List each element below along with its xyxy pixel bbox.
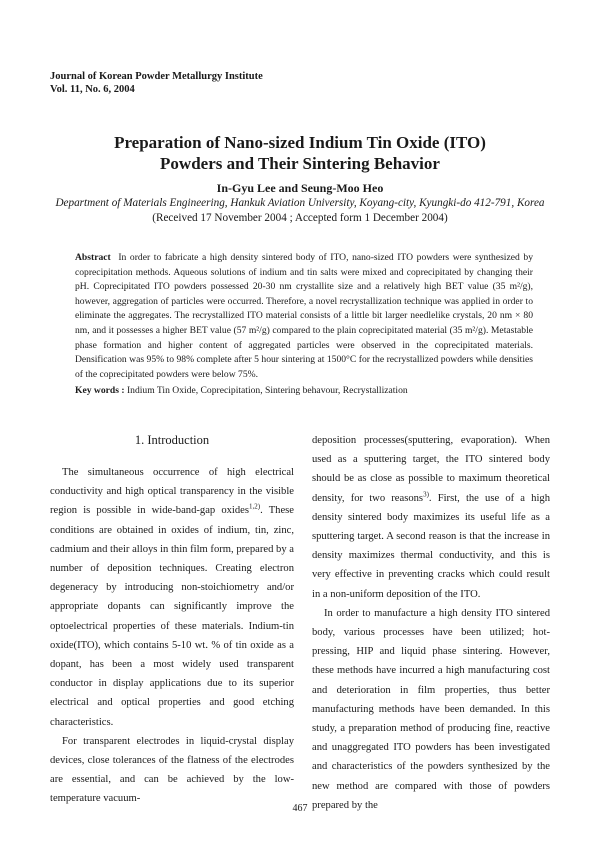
keywords-label: Key words : [75, 385, 125, 396]
right-column [312, 431, 550, 815]
journal-volume: Vol. 11, No. 6, 2004 [50, 84, 135, 95]
reference-3: 3) [423, 490, 429, 499]
paper-title [0, 132, 600, 174]
intro-p1-text-a: The simultaneous occurrence of high electrical conductivity and high optical transparency in the visible region is possible in wide-band-gap oxides [50, 467, 294, 517]
reference-1-2: 1,2) [249, 502, 261, 511]
page-number: 467 [292, 803, 308, 814]
abstract [75, 251, 533, 382]
intro-paragraph-4: In order to manufacture a high density ITO sintered body, various processes have been utilized; hot-pressing, HIP and liquid phase sintering. However, these methods have incurred a high manufacturing cost and deterioration in film properties, thus better manufacturing methods have been demanded. In this study, a preparation method of producing fine, reactive and unaggregated ITO powders has been investigated and characteristics of the powders synthesized by the new method are compared with those of powders prepared by the [312, 607, 550, 811]
intro-paragraph-1 [50, 463, 294, 732]
received-dates: (Received 17 November 2004 ; Accepted form 1 December 2004) [152, 212, 448, 224]
title-line-2: Powders and Their Sintering Behavior [160, 154, 440, 173]
abstract-text: In order to fabricate a high density sintered body of ITO, nano-sized ITO powders were synthesized by coprecipitation methods. Aqueous solutions of indium and tin salts were mixed and coprecipitated by changing their pH. Coprecipitated ITO powders possessed 20-30 nm crystallite size and a relatively high BET value (35 m²/g), however, aggregation of particles were occurred. Therefore, a novel recrystallization technique was applied in order to eliminate the aggregates. The recrystallized ITO material consists of a little bit larger needlelike crystals, 20 nm × 80 nm, and it possesses a higher BET value (57 m²/g) compared to the plain coprecipitated material (35 m²/g). Metastable phase formation and higher content of aggregated particles were observed in the coprecipitated materials. Densification was 95% to 98% complete after 5 hour sintering at 1500°C for the recrystallized powders while densities of the coprecipitated powders were below 75%. [75, 252, 533, 380]
intro-p3-text-b: . First, the use of a high density sintered body maximizes its useful life as a sputtering target. A second reason is that the increase in density maximizes thermal conductivity, and this is very effective in preventing cracks which could result in a non-uniform deposition of the ITO. [312, 492, 550, 600]
journal-header [50, 70, 263, 96]
title-line-1: Preparation of Nano-sized Indium Tin Oxide (ITO) [114, 133, 486, 152]
authors: In-Gyu Lee and Seung-Moo Heo [216, 181, 384, 195]
intro-p1-text-b: . These conditions are obtained in oxides of indium, tin, zinc, cadmium and their alloys in thin film form, prepared by a number of deposition techniques. Creating electron degeneracy by introducing non-stoichiometry and/or appropriate dopants can significantly improve the optoelectrical properties of these materials. Indium-tin oxide(ITO), which contains 5-10 wt. % of tin oxide as a dopant, has been a most widely used transparent conductor in display applications due to its superior electrical and optical properties and good etching characteristics. [50, 505, 294, 728]
keywords-text: Indium Tin Oxide, Coprecipitation, Sintering behavour, Recrystallization [126, 385, 408, 396]
intro-paragraph-2: For transparent electrodes in liquid-crystal display devices, close tolerances of the flatness of the electrodes are essential, and can be achieved by the low-temperature vacuum- [50, 735, 294, 805]
journal-name: Journal of Korean Powder Metallurgy Institute [50, 71, 263, 82]
keywords [75, 385, 545, 396]
section-heading: 1. Introduction [134, 433, 210, 447]
intro-paragraph-3 [312, 431, 550, 604]
intro-p3-text-a: deposition processes(sputtering, evaporation). When used as a sputtering target, the ITO sintered body should be as close as possible to maximum theoretical density, for two reasons [312, 435, 550, 504]
affiliation: Department of Materials Engineering, Hankuk Aviation University, Koyang-city, Kyungki-do 412-791, Korea [55, 197, 545, 209]
abstract-label: Abstract [75, 252, 111, 263]
left-column [50, 431, 294, 809]
